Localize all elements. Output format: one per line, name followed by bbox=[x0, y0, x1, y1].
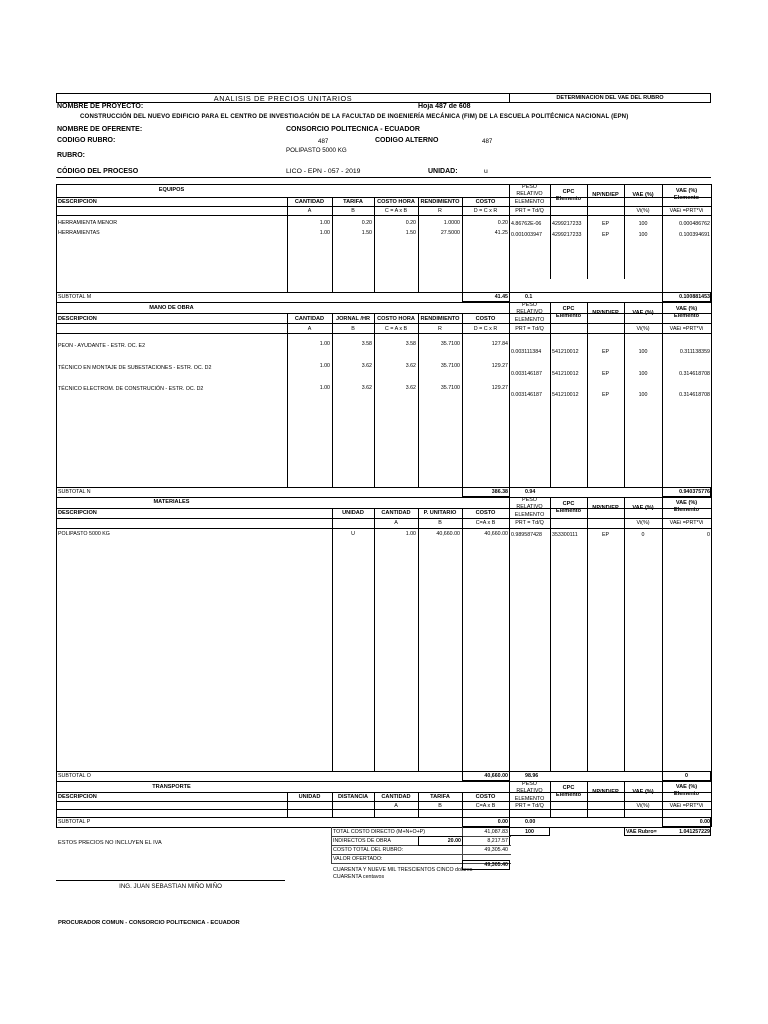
row-prt: 0.989587428 bbox=[511, 532, 542, 538]
indirectos-value: 8,217.57 bbox=[487, 838, 508, 844]
vae-el2: Elemento bbox=[673, 195, 700, 201]
iva-note: ESTOS PRECIOS NO INCLUYEN EL IVA bbox=[58, 840, 162, 846]
col-costo-hora: COSTO HORA bbox=[377, 199, 415, 205]
costo-total-value: 49,305.40 bbox=[484, 847, 508, 853]
row-desc: PEON - AYUDANTE - ESTR. OC. E2 bbox=[58, 343, 146, 349]
vae-el: VAE (%) bbox=[675, 306, 698, 312]
row-np: EP bbox=[601, 532, 610, 538]
sub-c: C = A x B bbox=[384, 326, 408, 332]
code-label: CODIGO RUBRO: bbox=[57, 137, 116, 144]
vae-pct: VAE (%) bbox=[632, 505, 654, 511]
row-ch: 3.62 bbox=[405, 385, 416, 391]
row-costo: 129.27 bbox=[491, 363, 508, 369]
vae-peso: PESO bbox=[522, 781, 537, 787]
sub-b: B bbox=[438, 803, 442, 809]
row-vi: 100 bbox=[638, 392, 648, 398]
row-rend: 35.7100 bbox=[440, 341, 460, 347]
col-p-unitario: P. UNITARIO bbox=[423, 510, 457, 516]
col-descripcion: DESCRIPCION bbox=[58, 199, 97, 205]
vae-el: VAE (%) bbox=[675, 500, 698, 506]
row-rend: 35.7100 bbox=[440, 385, 460, 391]
sub-b: B bbox=[438, 520, 442, 526]
vae-prt: PRT = Td/Q bbox=[515, 520, 544, 526]
equipos-title: EQUIPOS bbox=[158, 187, 185, 193]
amount-in-words-1: CUARENTA Y NUEVE MIL TRESCIENTOS CINCO dolares bbox=[333, 867, 473, 873]
row-cant: 1.00 bbox=[319, 385, 330, 391]
col-rendimiento: RENDIMIENTO bbox=[420, 199, 460, 205]
sub-r: R bbox=[438, 326, 442, 332]
subtotal-value: 41.45 bbox=[494, 294, 508, 300]
total-directo-label: TOTAL COSTO DIRECTO (M+N+O+P) bbox=[333, 829, 425, 835]
subtotal-vae: 0.00 bbox=[699, 819, 710, 825]
subtotal-value: 0.00 bbox=[497, 819, 508, 825]
sub-c: C = A x B bbox=[384, 208, 408, 214]
sub-a: A bbox=[394, 803, 398, 809]
row-desc: POLIPASTO 5000 KG bbox=[58, 531, 110, 537]
project-label: NOMBRE DE PROYECTO: bbox=[57, 103, 144, 110]
vae-cpc: CPC bbox=[562, 306, 575, 312]
col-cantidad: CANTIDAD bbox=[294, 316, 325, 322]
col-tarifa: TARIFA bbox=[343, 199, 363, 205]
row-np: EP bbox=[601, 232, 610, 238]
row-unidad: U bbox=[351, 531, 355, 537]
row-costo: 129.27 bbox=[491, 385, 508, 391]
subtotal-value: 386.38 bbox=[491, 489, 508, 495]
row-desc: HERRAMIENTA MENOR bbox=[58, 220, 118, 226]
subtotal-vae: 0.940375776 bbox=[679, 489, 710, 495]
col-rendimiento: RENDIMIENTO bbox=[420, 316, 460, 322]
col-descripcion: DESCRIPCION bbox=[58, 794, 97, 800]
sub-c: C=A x B bbox=[475, 803, 496, 809]
item-value: POLIPASTO 5000 KG bbox=[286, 147, 347, 154]
vae-title: DETERMINACION DEL VAE DEL RUBRO bbox=[556, 95, 664, 101]
valor-ofertado-label: VALOR OFERTADO: bbox=[333, 856, 383, 862]
signature-role: PROCURADOR COMUN - CONSORCIO POLITECNICA - ECUADOR bbox=[58, 920, 240, 926]
subtotal-value: 40,660.00 bbox=[484, 773, 508, 779]
row-vi: 0 bbox=[641, 532, 645, 538]
sub-d: D = C x R bbox=[473, 326, 498, 332]
col-costo: COSTO bbox=[475, 316, 496, 322]
subtotal-prt: 0.94 bbox=[525, 489, 536, 495]
vae-prt: PRT = Td/Q bbox=[515, 326, 544, 332]
row-np: EP bbox=[601, 371, 610, 377]
unit-label: UNIDAD: bbox=[428, 168, 458, 175]
vae-prt: PRT = Td/Q bbox=[515, 803, 544, 809]
vae-cpc2: Elemento bbox=[555, 508, 582, 514]
row-np: EP bbox=[601, 349, 610, 355]
vae-elemento: ELEMENTO bbox=[514, 199, 545, 205]
sub-c: C=A x B bbox=[475, 520, 496, 526]
row-ch: 0.20 bbox=[405, 220, 416, 226]
row-cant: 1.00 bbox=[319, 230, 330, 236]
vae-peso: PESO bbox=[522, 184, 537, 190]
col-costo: COSTO bbox=[475, 510, 496, 516]
item-label: RUBRO: bbox=[57, 152, 85, 159]
page-title: ANALISIS DE PRECIOS UNITARIOS bbox=[213, 94, 353, 103]
vae-peso: PESO bbox=[522, 302, 537, 308]
subtotal-vae: 0 bbox=[685, 773, 688, 779]
vae-cpc2: Elemento bbox=[555, 313, 582, 319]
row-jornal: 3.58 bbox=[361, 341, 372, 347]
row-cant: 1.00 bbox=[405, 531, 416, 537]
row-cant: 1.00 bbox=[319, 363, 330, 369]
row-jornal: 3.62 bbox=[361, 385, 372, 391]
row-vae: 0.311138359 bbox=[679, 349, 710, 355]
vae-cpc: CPC bbox=[562, 501, 575, 507]
col-costo: COSTO bbox=[475, 794, 496, 800]
row-np: EP bbox=[601, 392, 610, 398]
row-rend: 1.0000 bbox=[443, 220, 460, 226]
col-tarifa: TARIFA bbox=[430, 794, 450, 800]
code-value: 487 bbox=[318, 138, 329, 145]
sub-a: A bbox=[394, 520, 398, 526]
row-cant: 1.00 bbox=[319, 220, 330, 226]
process-label: CÓDIGO DEL PROCESO bbox=[57, 168, 139, 175]
header-rule bbox=[56, 177, 711, 178]
row-ch: 1.50 bbox=[405, 230, 416, 236]
vae-el2: Elemento bbox=[673, 507, 700, 513]
vae-vaei: VAEi =PRT*Vi bbox=[669, 326, 704, 332]
row-tar: 1.50 bbox=[361, 230, 372, 236]
process-value: LICO - EPN - 057 - 2019 bbox=[286, 168, 361, 175]
row-vae: 0.314618708 bbox=[679, 371, 710, 377]
vae-cpc2: Elemento bbox=[555, 792, 582, 798]
vae-el: VAE (%) bbox=[675, 188, 698, 194]
vae-cpc: CPC bbox=[562, 189, 575, 195]
vae-vaei: VAEi =PRT*Vi bbox=[669, 803, 704, 809]
vae-prt: PRT = Td/Q bbox=[515, 208, 544, 214]
row-desc: TÉCNICO EN MONTAJE DE SUBESTACIONES - ESTR. OC. D2 bbox=[58, 365, 212, 371]
row-cpc: 541210012 bbox=[552, 371, 579, 377]
alt-code-label: CODIGO ALTERNO bbox=[375, 137, 439, 144]
row-vae: 0.000486762 bbox=[679, 221, 710, 227]
subtotal-vae: 0.100881453 bbox=[679, 294, 710, 300]
subtotal-prt: 0.1 bbox=[525, 294, 533, 300]
vae-cpc: CPC bbox=[562, 785, 575, 791]
vae-elemento: ELEMENTO bbox=[514, 512, 545, 518]
page-number: Hoja 487 de 608 bbox=[418, 103, 471, 110]
row-prt: 0.001003947 bbox=[511, 232, 542, 238]
row-vi: 100 bbox=[638, 371, 648, 377]
sub-d: D = C x R bbox=[473, 208, 498, 214]
row-vae: 0.100394691 bbox=[679, 232, 710, 238]
col-costo: COSTO bbox=[475, 199, 496, 205]
sub-b: B bbox=[351, 326, 355, 332]
row-costo: 0.20 bbox=[497, 220, 508, 226]
total-directo-prt: 100 bbox=[525, 829, 534, 835]
row-cant: 1.00 bbox=[319, 341, 330, 347]
alt-code-value: 487 bbox=[482, 138, 493, 145]
vae-rubro-label: VAE Rubro= bbox=[626, 829, 657, 835]
col-descripcion: DESCRIPCION bbox=[58, 510, 97, 516]
col-cantidad: CANTIDAD bbox=[294, 199, 325, 205]
row-np: EP bbox=[601, 221, 610, 227]
row-cpc: 353300111 bbox=[552, 532, 578, 538]
vae-relativo: RELATIVO bbox=[516, 788, 543, 794]
row-vi: 100 bbox=[638, 349, 648, 355]
col-jornal: JORNAL /HR bbox=[335, 316, 371, 322]
vae-pct: VAE (%) bbox=[632, 310, 654, 316]
vae-np: NP/ND/EP bbox=[592, 192, 619, 198]
vae-el2: Elemento bbox=[673, 313, 700, 319]
row-ch: 3.58 bbox=[405, 341, 416, 347]
vae-elemento: ELEMENTO bbox=[514, 796, 545, 802]
vae-np: NP/ND/EP bbox=[592, 310, 619, 316]
vae-rubro-value: 1.041257229 bbox=[679, 829, 710, 835]
row-prt: 0.003146187 bbox=[511, 371, 542, 377]
vae-relativo: RELATIVO bbox=[516, 504, 543, 510]
row-vi: 100 bbox=[638, 232, 648, 238]
row-costo: 127.84 bbox=[491, 341, 508, 347]
indirectos-pct: 20.00 bbox=[447, 838, 461, 844]
project-name: CONSTRUCCIÓN DEL NUEVO EDIFICIO PARA EL CENTRO DE INVESTIGACIÓN DE LA FACULTAD DE INGENIERÍA MECÁNICA (FIM) DE LA ESCUELA POLITÉCNICA NACIONAL (EPN) bbox=[80, 113, 629, 120]
vae-np: NP/ND/EP bbox=[592, 505, 619, 511]
vae-pct: VAE (%) bbox=[632, 192, 654, 198]
vae-el: VAE (%) bbox=[675, 784, 698, 790]
sub-r: R bbox=[438, 208, 442, 214]
col-cantidad: CANTIDAD bbox=[381, 794, 411, 800]
signature-name: ING. JUAN SEBASTIAN MIÑO MIÑO bbox=[119, 883, 222, 890]
subtotal-prt: 0.00 bbox=[525, 819, 536, 825]
col-unidad: UNIDAD bbox=[298, 794, 321, 800]
row-desc: HERRAMIENTAS bbox=[58, 230, 100, 236]
vae-elemento: ELEMENTO bbox=[514, 317, 545, 323]
sub-a: A bbox=[307, 326, 312, 332]
row-prt: 0.003111384 bbox=[511, 349, 542, 355]
vae-np: NP/ND/EP bbox=[592, 789, 619, 795]
vae-el2: Elemento bbox=[673, 791, 700, 797]
col-unidad: UNIDAD bbox=[342, 510, 364, 516]
amount-in-words-2: CUARENTA centavos bbox=[333, 874, 385, 880]
bidder-name: CONSORCIO POLITECNICA - ECUADOR bbox=[286, 126, 420, 133]
vae-vi: Vi(%) bbox=[636, 208, 650, 214]
row-cpc: 541210012 bbox=[552, 392, 579, 398]
row-tar: 0.20 bbox=[361, 220, 372, 226]
row-cpc: 541210012 bbox=[552, 349, 579, 355]
valor-ofertado-value: 49,305.40 bbox=[484, 862, 508, 868]
subtotal-label: SUBTOTAL P bbox=[58, 819, 91, 825]
vae-relativo: RELATIVO bbox=[516, 191, 543, 197]
row-cpc: 4299217233 bbox=[552, 232, 582, 238]
unit-value: u bbox=[484, 168, 488, 175]
row-rend: 27.5000 bbox=[440, 230, 460, 236]
col-distancia: DISTANCIA bbox=[337, 794, 369, 800]
col-descripcion: DESCRIPCION bbox=[58, 316, 97, 322]
subtotal-label: SUBTOTAL N bbox=[58, 489, 91, 495]
row-costo: 41.25 bbox=[494, 230, 508, 236]
subtotal-label: SUBTOTAL M bbox=[58, 294, 92, 300]
row-desc: TÉCNICO ELECTROM. DE CONSTRUCIÓN - ESTR. OC. D2 bbox=[58, 386, 204, 392]
row-costo: 40,660.00 bbox=[484, 531, 508, 537]
row-prt: 0.003146187 bbox=[511, 392, 542, 398]
col-cantidad: CANTIDAD bbox=[381, 510, 411, 516]
mano-title: MANO DE OBRA bbox=[149, 305, 194, 311]
materiales-title: MATERIALES bbox=[153, 499, 190, 505]
row-ch: 3.62 bbox=[405, 363, 416, 369]
row-vae: 0.314618708 bbox=[679, 392, 710, 398]
row-rend: 35.7100 bbox=[440, 363, 460, 369]
row-prt: 4.86762E-06 bbox=[511, 221, 542, 227]
row-jornal: 3.62 bbox=[361, 363, 372, 369]
total-directo-value: 41,087.83 bbox=[484, 829, 508, 835]
vae-vaei: VAEi =PRT*Vi bbox=[669, 520, 704, 526]
vae-vi: Vi(%) bbox=[636, 326, 650, 332]
subtotal-prt: 98.96 bbox=[525, 773, 539, 779]
transporte-title: TRANSPORTE bbox=[152, 784, 191, 790]
vae-peso: PESO bbox=[522, 497, 537, 503]
vae-cpc2: Elemento bbox=[555, 196, 582, 202]
vae-relativo: RELATIVO bbox=[516, 309, 543, 315]
vae-vi: Vi(%) bbox=[636, 803, 650, 809]
signature-line bbox=[56, 880, 285, 881]
col-costo-hora: COSTO HORA bbox=[377, 316, 415, 322]
row-cpc: 4299217233 bbox=[552, 221, 582, 227]
row-vae: 0 bbox=[707, 532, 710, 538]
subtotal-label: SUBTOTAL O bbox=[58, 773, 91, 779]
indirectos-label: INDIRECTOS DE OBRA bbox=[333, 838, 391, 844]
sub-a: A bbox=[307, 208, 312, 214]
bidder-label: NOMBRE DE OFERENTE: bbox=[57, 126, 143, 133]
vae-vaei: VAEi =PRT*Vi bbox=[669, 208, 704, 214]
vae-pct: VAE (%) bbox=[632, 789, 654, 795]
vae-vi: Vi(%) bbox=[636, 520, 650, 526]
costo-total-label: COSTO TOTAL DEL RUBRO: bbox=[333, 847, 404, 853]
row-vi: 100 bbox=[638, 221, 648, 227]
sub-b: B bbox=[351, 208, 355, 214]
row-pu: 40,660.00 bbox=[436, 531, 460, 537]
